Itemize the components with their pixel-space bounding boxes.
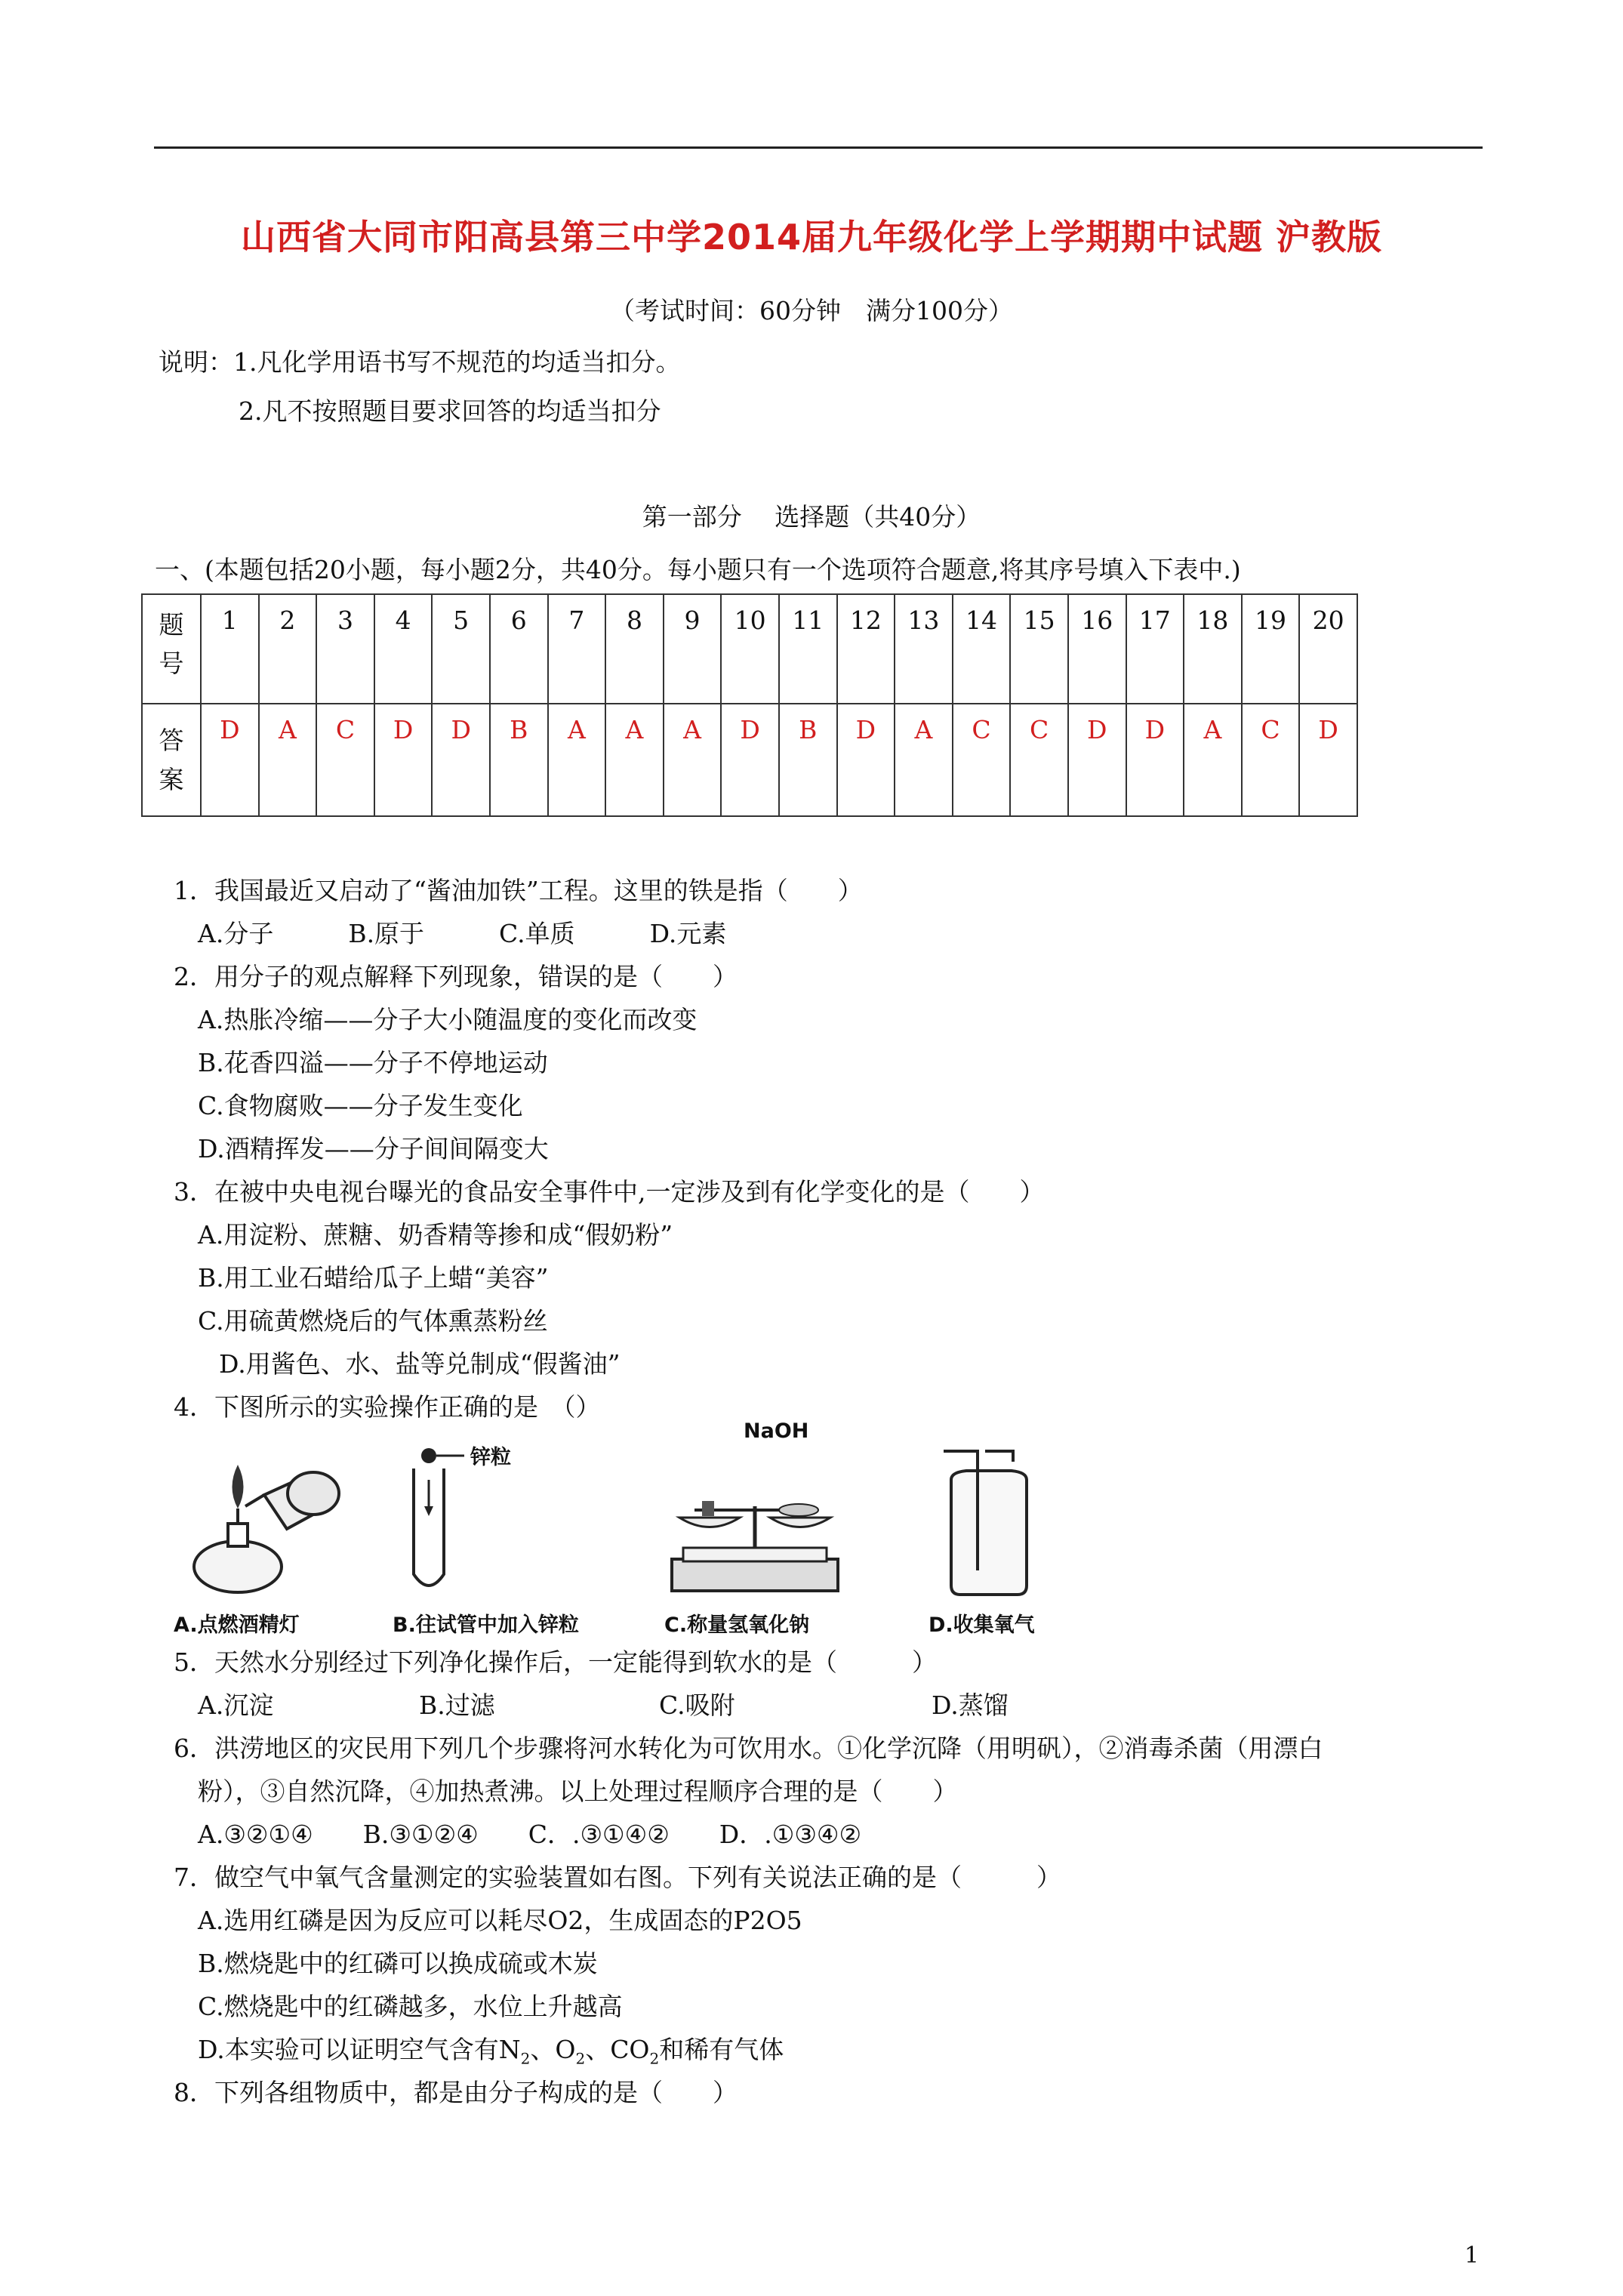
question-number-cell: 14: [953, 594, 1011, 704]
answer-cell: D: [1068, 704, 1126, 816]
figure-c: [664, 1419, 891, 1646]
note-2: 2.凡不按照题目要求回答的均适当扣分: [239, 396, 661, 426]
note-1: 说明：1.凡化学用语书写不规范的均适当扣分。: [159, 347, 681, 377]
question-number-cell: 11: [779, 594, 837, 704]
q3-stem: 3．在被中央电视台曝光的食品安全事件中,一定涉及到有化学变化的是（ ）: [174, 1177, 1045, 1207]
figure-d-caption: D.收集氧气: [929, 1613, 1035, 1637]
question-number-cell: 13: [895, 594, 953, 704]
page-title: 山西省大同市阳高县第三中学2014届九年级化学上学期期中试题 沪教版: [240, 217, 1383, 257]
answer-cell: A: [664, 704, 722, 816]
question-number-cell: 1: [201, 594, 259, 704]
question-number-cell: 10: [721, 594, 779, 704]
q4-figures: [174, 1419, 1079, 1646]
q5-stem: 5．天然水分别经过下列净化操作后，一定能得到软水的是（ ）: [174, 1647, 937, 1677]
q6-options: A.③②①④ B.③①②④ C．.③①④② D．.①③④②: [198, 1820, 862, 1849]
q2-stem: 2．用分子的观点解释下列现象，错误的是（ ）: [174, 962, 738, 991]
q8-stem: 8．下列各组物质中，都是由分子构成的是（ ）: [174, 2078, 738, 2107]
q7-d-suffix: 和稀有气体: [659, 2035, 784, 2064]
answer-cell: D: [374, 704, 433, 816]
q7-d-sub1: 2: [520, 2049, 531, 2068]
answer-table-answer-row: [142, 704, 1357, 816]
q5-option-c: C.吸附: [659, 1690, 735, 1720]
q3-option-d: D.用酱色、水、盐等兑制成“假酱油”: [219, 1349, 621, 1379]
question-number-cell: 17: [1126, 594, 1184, 704]
answer-cell: D: [201, 704, 259, 816]
answer-row-label: [142, 704, 201, 816]
question-number-cell: 6: [490, 594, 548, 704]
number-row-label-line1: 题: [159, 610, 184, 639]
question-number-cell: 12: [837, 594, 895, 704]
answer-cell: D: [837, 704, 895, 816]
q7-option-c: C.燃烧匙中的红磷越多，水位上升越高: [198, 1992, 623, 2021]
question-number-cell: 9: [664, 594, 722, 704]
q6-stem-line2: 粉），③自然沉降，④加热煮沸。以上处理过程顺序合理的是（ ）: [198, 1777, 958, 1806]
question-number-cell: 16: [1068, 594, 1126, 704]
answer-table-number-row: [142, 594, 1357, 704]
question-number-cell: 7: [548, 594, 606, 704]
figure-a: [174, 1435, 400, 1646]
q2-option-d: D.酒精挥发——分子间间隔变大: [198, 1134, 549, 1163]
q4-stem: 4．下图所示的实验操作正确的是 （）: [174, 1392, 601, 1422]
answer-row-label-line1: 答: [159, 726, 184, 756]
number-row-label: [142, 594, 201, 704]
number-row-label-line2: 号: [159, 649, 184, 679]
answer-cell: D: [1299, 704, 1357, 816]
figure-d: [929, 1435, 1155, 1646]
alcohol-lamp-illustration: [174, 1435, 370, 1608]
q7-d-sub2: 2: [575, 2049, 586, 2068]
q7-option-d: [198, 2035, 784, 2068]
question-number-cell: 2: [259, 594, 317, 704]
figure-b-caption: B.往试管中加入锌粒: [393, 1613, 579, 1637]
q7-d-mid2: 、CO: [585, 2035, 650, 2064]
page-number: 1: [1464, 2242, 1480, 2269]
figure-a-caption: A.点燃酒精灯: [174, 1613, 300, 1637]
zinc-label: 锌粒: [470, 1446, 511, 1469]
question-number-cell: 3: [316, 594, 374, 704]
q1-stem: 1．我国最近又启动了“酱油加铁”工程。这里的铁是指（ ）: [174, 876, 863, 905]
q6-stem-line1: 6．洪涝地区的灾民用下列几个步骤将河水转化为可饮用水。①化学沉降（用明矾），②消毒杀菌（用漂白: [174, 1734, 1323, 1763]
header-rule: [154, 146, 1483, 149]
answer-cell: A: [605, 704, 664, 816]
answer-cell: C: [953, 704, 1011, 816]
q2-option-a: A.热胀冷缩——分子大小随温度的变化而改变: [198, 1005, 698, 1034]
answer-cell: A: [259, 704, 317, 816]
q2-option-c: C.食物腐败——分子发生变化: [198, 1091, 523, 1120]
answer-cell: D: [432, 704, 490, 816]
question-number-cell: 8: [605, 594, 664, 704]
q7-option-b: B.燃烧匙中的红磷可以换成硫或木炭: [198, 1949, 598, 1978]
q3-option-b: B.用工业石蜡给瓜子上蜡“美容”: [198, 1263, 549, 1293]
q7-stem: 7．做空气中氧气含量测定的实验装置如右图。下列有关说法正确的是（ ）: [174, 1863, 1061, 1892]
question-number-cell: 5: [432, 594, 490, 704]
exam-info: （考试时间：60分钟 满分100分）: [610, 296, 1013, 325]
q5-option-a: A.沉淀: [198, 1690, 274, 1720]
answer-cell: B: [779, 704, 837, 816]
figure-b: [393, 1435, 619, 1646]
q7-d-mid1: 、O: [530, 2035, 576, 2064]
q2-option-b: B.花香四溢——分子不停地运动: [198, 1048, 548, 1077]
answer-cell: C: [1010, 704, 1068, 816]
answer-cell: C: [1242, 704, 1300, 816]
question-number-cell: 4: [374, 594, 433, 704]
question-number-cell: 20: [1299, 594, 1357, 704]
q7-d-prefix: D.本实验可以证明空气含有N: [198, 2035, 521, 2064]
question-number-cell: 19: [1242, 594, 1300, 704]
answer-cell: A: [548, 704, 606, 816]
figure-c-caption: C.称量氢氧化钠: [664, 1613, 810, 1637]
answer-cell: C: [316, 704, 374, 816]
answer-cell: D: [1126, 704, 1184, 816]
q3-option-a: A.用淀粉、蔗糖、奶香精等掺和成“假奶粉”: [198, 1220, 673, 1250]
q3-option-c: C.用硫黄燃烧后的气体熏蒸粉丝: [198, 1306, 548, 1336]
answer-cell: A: [895, 704, 953, 816]
balance-illustration: [664, 1435, 861, 1608]
question-number-cell: 15: [1010, 594, 1068, 704]
part-one-instruction: 一、(本题包括20小题，每小题2分，共40分。每小题只有一个选项符合题意,将其序号填入下表中.): [155, 555, 1241, 584]
answer-cell: A: [1184, 704, 1242, 816]
part-one-heading: 第一部分 选择题（共40分）: [642, 502, 981, 532]
answer-table: [141, 593, 1358, 817]
q5-option-b: B.过滤: [419, 1690, 495, 1720]
answer-cell: D: [721, 704, 779, 816]
naoh-label: NaOH: [744, 1419, 809, 1443]
q1-options: A.分子 B.原于 C.单质 D.元素: [198, 919, 727, 948]
q7-option-a: A.选用红磷是因为反应可以耗尽O2，生成固态的P2O5: [198, 1906, 802, 1935]
q5-option-d: D.蒸馏: [932, 1690, 1009, 1720]
answer-cell: B: [490, 704, 548, 816]
gas-bottle-illustration: [929, 1435, 1079, 1608]
answer-row-label-line2: 案: [159, 764, 184, 794]
question-number-cell: 18: [1184, 594, 1242, 704]
q7-d-sub3: 2: [649, 2049, 660, 2068]
